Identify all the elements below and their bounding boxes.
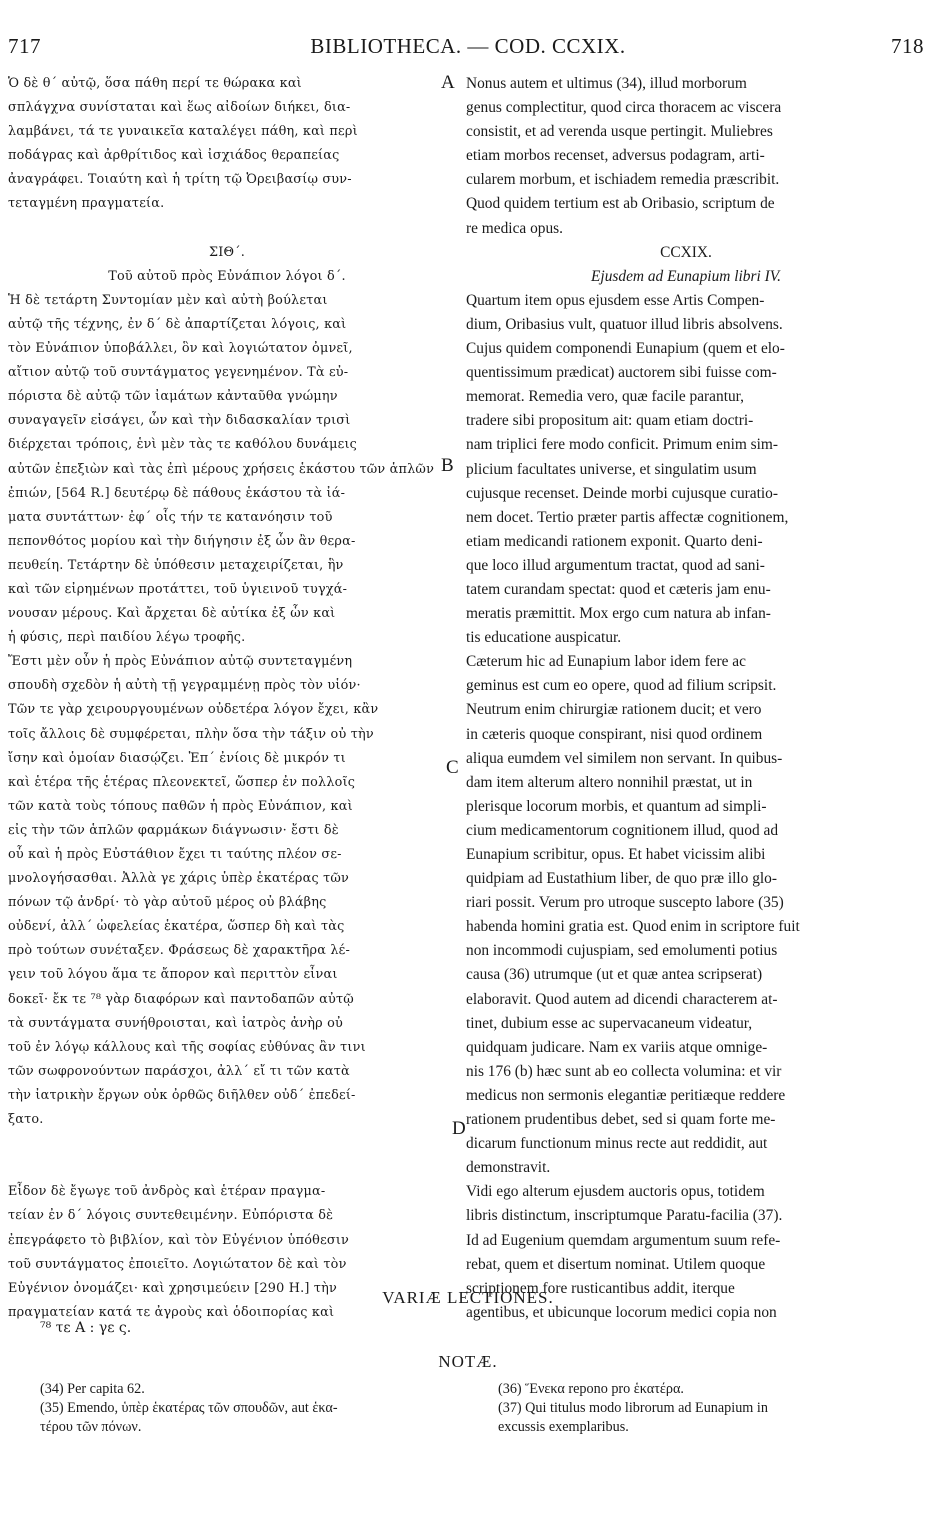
greek-line: σπλάγχνα συνίσταται καὶ ἕως αἰδοίων διήκει, δια- bbox=[8, 100, 351, 116]
greek-line: σπουδὴ σχεδὸν ἡ αὐτὴ τῇ γεγραμμένῃ πρὸς τὸν υἱόν· bbox=[8, 678, 361, 694]
latin-line: genus complectitur, quod circa thoracem ac viscera bbox=[466, 99, 782, 117]
greek-line: δοκεῖ· ἔκ τε ⁷⁸ γὰρ διαφόρων καὶ παντοδαπῶν αὐτῷ bbox=[8, 991, 354, 1007]
latin-line: tis educatione auspicatur. bbox=[466, 629, 622, 647]
greek-line: τὴν ἰατρικὴν ἔργων οὐκ ὀρθῶς διῆλθεν οὐδ΄ ἐπεδεί- bbox=[8, 1087, 356, 1103]
notes-left-column bbox=[40, 1380, 460, 1437]
latin-line: etiam morbos recenset, adversus podagram, arti- bbox=[466, 147, 765, 165]
note-line: excussis exemplaribus. bbox=[498, 1419, 629, 1435]
latin-line: aliqua eumdem vel similem non servant. In quibus- bbox=[466, 749, 783, 767]
greek-spacer bbox=[8, 217, 446, 241]
greek-line: τοῦ ἐν λόγῳ κάλλους καὶ τῆς σοφίας εὐθύνας ἂν τινι bbox=[8, 1039, 366, 1055]
latin-line: Quartum item opus ejusdem esse Artis Compen- bbox=[466, 291, 765, 309]
greek-line: ἐπεγράφετο τὸ βιβλίον, καὶ τὸν Εὐγένιον ὑπόθεσιν bbox=[8, 1232, 350, 1248]
latin-line: Eunapium scribitur, opus. Et habet vicissim alibi bbox=[466, 846, 766, 863]
latin-line: dium, Oribasius vult, quatuor illud libris absolvens. bbox=[466, 315, 783, 333]
greek-line: ἀναγράφει. Τοιαύτη καὶ ἡ τρίτη τῷ Ὀρειβασίῳ συν- bbox=[8, 172, 352, 188]
greek-line: συναγαγεῖν εἰσάγει, ὧν καὶ τὴν διδασκαλίαν τρισὶ bbox=[8, 413, 351, 429]
page-number-left: 717 bbox=[8, 34, 41, 58]
latin-line: que loco illud argumentum tractat, quod ad sani- bbox=[466, 556, 765, 574]
latin-line: plerisque locorum morbis, et quantum ad simpli- bbox=[466, 797, 767, 815]
greek-line: τείαν ἐν δ΄ λόγοις συντεθειμένην. Εὐπόριστα δὲ bbox=[8, 1208, 334, 1224]
greek-line: αἴτιον αὐτῷ τοῦ συντάγματος γεγενημένον. Τὰ εὐ- bbox=[8, 365, 349, 381]
latin-line: rebat, quem et disertum nominat. Utilem quoque bbox=[466, 1255, 766, 1273]
latin-line: quentissimum prædicat) auctorem sibi fuisse com- bbox=[466, 364, 777, 382]
latin-line: riari possit. Verum pro utroque suscepto labore (35) bbox=[466, 894, 784, 912]
greek-column bbox=[8, 72, 446, 1325]
latin-line: geminus est cum eo opere, quod ad filium scripsit. bbox=[466, 677, 777, 695]
greek-line: τῶν σωφρονούντων παράσχοι, ἀλλ΄ εἴ τι τῶν κατὰ bbox=[8, 1063, 350, 1079]
latin-line: rationem prudentibus debet, sed si quam forte me- bbox=[466, 1111, 776, 1129]
latin-line: consistit, et ad verenda usque pertingit. Muliebres bbox=[466, 123, 773, 141]
latin-line: Nonus autem et ultimus (34), illud morborum bbox=[466, 75, 747, 92]
latin-line: Neutrum enim chirurgiæ rationem ducit; et vero bbox=[466, 701, 762, 719]
notes-right-column bbox=[498, 1380, 918, 1437]
greek-line: πρὸ τούτων συνέταξεν. Φράσεως δὲ χαρακτῆρα λέ- bbox=[8, 943, 351, 959]
greek-line: ματα συντάττων· ἐφ΄ οἷς τήν τε κατανόησιν τοῦ bbox=[8, 509, 333, 525]
greek-spacer bbox=[8, 1132, 446, 1156]
greek-line: Τῶν τε γὰρ χειρουργουμένων οὐδετέρα λόγον ἔχει, κἂν bbox=[8, 702, 379, 718]
latin-line: Vidi ego alterum ejusdem auctoris opus, totidem bbox=[466, 1183, 765, 1201]
latin-line: Cæterum hic ad Eunapium labor idem fere ac bbox=[466, 653, 746, 671]
note-line: (35) Emendo, ὑπὲρ ἑκατέρας τῶν σπουδῶν, aut ἑκα- bbox=[40, 1400, 338, 1416]
latin-line: nam triplici fere modo conficit. Primum enim sim- bbox=[466, 436, 779, 454]
note-line: (36) Ἕνεκα repono pro ἑκατέρα. bbox=[498, 1381, 684, 1397]
greek-line: Ὁ δὲ θ΄ αὐτῷ, ὅσα πάθη περί τε θώρακα καὶ bbox=[8, 76, 302, 91]
greek-section-number: ΣΙΘ΄. bbox=[208, 244, 246, 260]
latin-line: plicium facultates universe, et singulatim usum bbox=[466, 460, 757, 478]
greek-line: τοῦ συντάγματος ἐποιεῖτο. Λογιώτατον δὲ καὶ τὸν bbox=[8, 1256, 347, 1272]
latin-line: tradere sibi propositum ait: quam etiam doctri- bbox=[466, 412, 754, 430]
variae-lectiones-title: VARIÆ LECTIONES. bbox=[382, 1288, 554, 1307]
latin-line: medicus non sermonis elegantiæ peritiæque reddere bbox=[466, 1086, 786, 1104]
latin-line: causa (36) utrumque (ut et quæ antea scripserat) bbox=[466, 966, 763, 984]
margin-letter-a: A bbox=[441, 72, 455, 93]
greek-line: ξατο. bbox=[8, 1112, 44, 1128]
greek-line: εἰς τὴν τῶν ἁπλῶν φαρμάκων διάγνωσιν· ἔστι δὲ bbox=[8, 822, 339, 838]
running-title: BIBLIOTHECA. — COD. CCXIX. bbox=[310, 34, 626, 58]
greek-line: ἴσην καὶ ὁμοίαν διασῴζει. Ἐπ΄ ἐνίοις δὲ μικρόν τι bbox=[8, 750, 346, 766]
latin-line: quidquam judicare. Nam ex variis atque omnige- bbox=[466, 1038, 768, 1056]
latin-line: cujusque recenset. Deinde morbi cujusque curatio- bbox=[466, 484, 778, 502]
latin-line: dicarum functionum minus recte aut reddidit, aut bbox=[466, 1135, 768, 1153]
greek-line: πραγματείαν κατά τε ἀγροὺς καὶ ὁδοιπορίας καὶ bbox=[8, 1304, 335, 1320]
greek-line: ἐπιών, [564 R.] δευτέρῳ δὲ πάθους ἑκάστου τὰ ἰά- bbox=[8, 485, 346, 501]
latin-line: libris distinctum, inscriptumque Paratu-facilia (37). bbox=[466, 1207, 783, 1225]
margin-letter-d: D bbox=[452, 1118, 466, 1139]
greek-line: πόριστα δὲ αὐτῷ τῶν ἰαμάτων κἀνταῦθα γνώμην bbox=[8, 389, 338, 405]
latin-line: cularem morbum, et ischiadem remedia præscribit. bbox=[466, 171, 780, 189]
greek-line: τοῖς ἄλλοις δὲ συμφέρεται, πλὴν ὅσα τὴν τάξιν οὐ τὴν bbox=[8, 726, 374, 742]
greek-line: τὰ συντάγματα συνήθροισται, καὶ ἰατρὸς ἀνὴρ οὐ bbox=[8, 1015, 344, 1031]
greek-line: πευθείη. Τετάρτην δὲ ὑπόθεσιν μεταχειρίζεται, ἣν bbox=[8, 557, 344, 573]
latin-line: tatem curandam spectat: quod et cæteris jam enu- bbox=[466, 580, 771, 598]
latin-line: Quod quidem tertium est ab Oribasio, scriptum de bbox=[466, 195, 775, 213]
latin-line: tinet, dubium esse ac supervacaneum videatur, bbox=[466, 1014, 753, 1032]
latin-line: meratis præmittit. Mox ergo cum natura ab infan- bbox=[466, 605, 771, 623]
latin-section-number: CCXIX. bbox=[660, 243, 712, 261]
greek-line: νουσαν μέρους. Καὶ ἄρχεται δὲ αὐτίκα ἐξ ὧν καὶ bbox=[8, 606, 336, 622]
notae-title: NOTÆ. bbox=[438, 1352, 498, 1371]
latin-line: etiam medicandi rationem exponit. Quarto deni- bbox=[466, 532, 763, 550]
variant-reading: ⁷⁸ τε A : γε ς. bbox=[40, 1320, 132, 1336]
greek-line: τῶν κατὰ τοὺς τόπους παθῶν ἡ πρὸς Εὐνάπιον, καὶ bbox=[8, 798, 353, 814]
greek-spacer bbox=[8, 1156, 446, 1180]
greek-line: τεταγμένη πραγματεία. bbox=[8, 196, 165, 212]
greek-section-title: Τοῦ αὐτοῦ πρὸς Εὐνάπιον λόγοι δ΄. bbox=[108, 268, 346, 284]
greek-line: μνολογήσασθαι. Ἀλλὰ γε χάρις ὑπὲρ ἑκατέρας τῶν bbox=[8, 871, 349, 887]
greek-line: ποδάγρας καὶ ἀρθρίτιδος καὶ ἰσχιάδος θεραπείας bbox=[8, 148, 340, 164]
margin-letter-b: B bbox=[441, 455, 454, 476]
note-line: (37) Qui titulus modo librorum ad Eunapium in bbox=[498, 1400, 768, 1416]
greek-line: Εἶδον δὲ ἔγωγε τοῦ ἀνδρὸς καὶ ἑτέραν πραγμα- bbox=[8, 1184, 326, 1200]
latin-line: re medica opus. bbox=[466, 219, 564, 237]
greek-line: διέρχεται τρόποις, ἑνὶ μὲν τὰς τε καθόλου δυνάμεις bbox=[8, 437, 358, 453]
latin-section-title: Ejusdem ad Eunapium libri IV. bbox=[591, 267, 781, 285]
margin-letter-c: C bbox=[446, 757, 459, 778]
latin-line: Id ad Eugenium quemdam argumentum suum refe- bbox=[466, 1231, 781, 1249]
latin-line: quidpiam ad Eustathium liber, de quo præ illo glo- bbox=[466, 870, 777, 888]
latin-line: scriptionem fore rusticantibus addit, iterque bbox=[466, 1279, 735, 1297]
greek-line: πόνων τῷ ἀνδρί· τὸ γὰρ αὐτοῦ μέρος οὐ βλάβης bbox=[8, 895, 327, 911]
latin-line: nis 176 (b) hæc sunt ab eo collecta volumina: et vir bbox=[466, 1062, 782, 1080]
latin-line: in cæteris quoque conspirant, nisi quod ordinem bbox=[466, 725, 763, 743]
latin-column bbox=[466, 72, 906, 1325]
greek-line: αὐτῷ τῆς τέχνης, ἐν δ΄ δὲ ἀπαρτίζεται λόγοις, καὶ bbox=[8, 316, 347, 332]
greek-line: καὶ ἑτέρα τῆς ἑτέρας πλεονεκτεῖ, ὥσπερ ἐν πολλοῖς bbox=[8, 774, 356, 790]
greek-line: καὶ τῶν εἰρημένων προτάττει, τοῦ ὑγιεινοῦ τυγχά- bbox=[8, 581, 348, 597]
greek-line: λαμβάνει, τά τε γυναικεῖα καταλέγει πάθη, καὶ περὶ bbox=[8, 124, 358, 140]
latin-line: dam item alterum altero nonnihil præstat, ut in bbox=[466, 773, 753, 791]
latin-line: non incommodi cujuspiam, sed emolumenti potius bbox=[466, 942, 778, 960]
greek-line: τὸν Εὐνάπιον ὑποβάλλει, ὃν καὶ λογιώτατον ὀμνεῖ, bbox=[8, 341, 353, 357]
note-line: τέρου τῶν πόνων. bbox=[40, 1419, 142, 1435]
greek-line: πεπονθότος μορίου καὶ τὴν διήγησιν ἐξ ὧν ἂν θερα- bbox=[8, 533, 356, 549]
greek-line: ἡ φύσις, περὶ παιδίου λέγω τροφῆς. bbox=[8, 630, 246, 646]
latin-line: nem docet. Tertio præter partis affectæ cognitionem, bbox=[466, 508, 789, 526]
greek-line: Εὐγένιον ὀνομάζει· καὶ χρησιμεύειν [290 H.] τὴν bbox=[8, 1280, 337, 1296]
latin-line: elaboravit. Quod autem ad dicendi characterem at- bbox=[466, 990, 778, 1008]
latin-line: habenda homini gratia est. Quod enim in scriptore fuit bbox=[466, 918, 800, 936]
page-number-right: 718 bbox=[891, 34, 924, 58]
greek-line: οὗ καὶ ἡ πρὸς Εὐστάθιον ἔχει τι ταύτης πλέον σε- bbox=[8, 847, 342, 862]
greek-line: γειν τοῦ λόγου ἅμα τε ἄπορον καὶ περιττὸν εἶναι bbox=[8, 967, 338, 983]
latin-line: Cujus quidem componendi Eunapium (quem et elo- bbox=[466, 340, 785, 358]
latin-line: agentibus, et ubicunque locorum medici copia non bbox=[466, 1303, 777, 1321]
note-line: (34) Per capita 62. bbox=[40, 1381, 145, 1397]
greek-line: οὐδενί, ἀλλ΄ ὠφελείας ἑκατέρα, ὥσπερ δὴ καὶ τὰς bbox=[8, 919, 345, 935]
latin-line: memorat. Remedia vero, quæ facile parantur, bbox=[466, 388, 745, 406]
latin-line: demonstravit. bbox=[466, 1159, 551, 1177]
greek-line: Ἡ δὲ τετάρτη Συντομίαν μὲν καὶ αὐτὴ βούλεται bbox=[8, 292, 328, 308]
greek-line: αὐτῶν ἐπεξιὼν καὶ τὰς ἐπὶ μέρους χρήσεις ἑκάστου τῶν ἁπλῶν bbox=[8, 461, 435, 477]
page-header bbox=[0, 34, 936, 64]
greek-line: Ἔστι μὲν οὖν ἡ πρὸς Εὐνάπιον αὐτῷ συντεταγμένη bbox=[8, 654, 353, 670]
latin-line: cium medicamentorum cognitionem illud, quod ad bbox=[466, 821, 779, 839]
